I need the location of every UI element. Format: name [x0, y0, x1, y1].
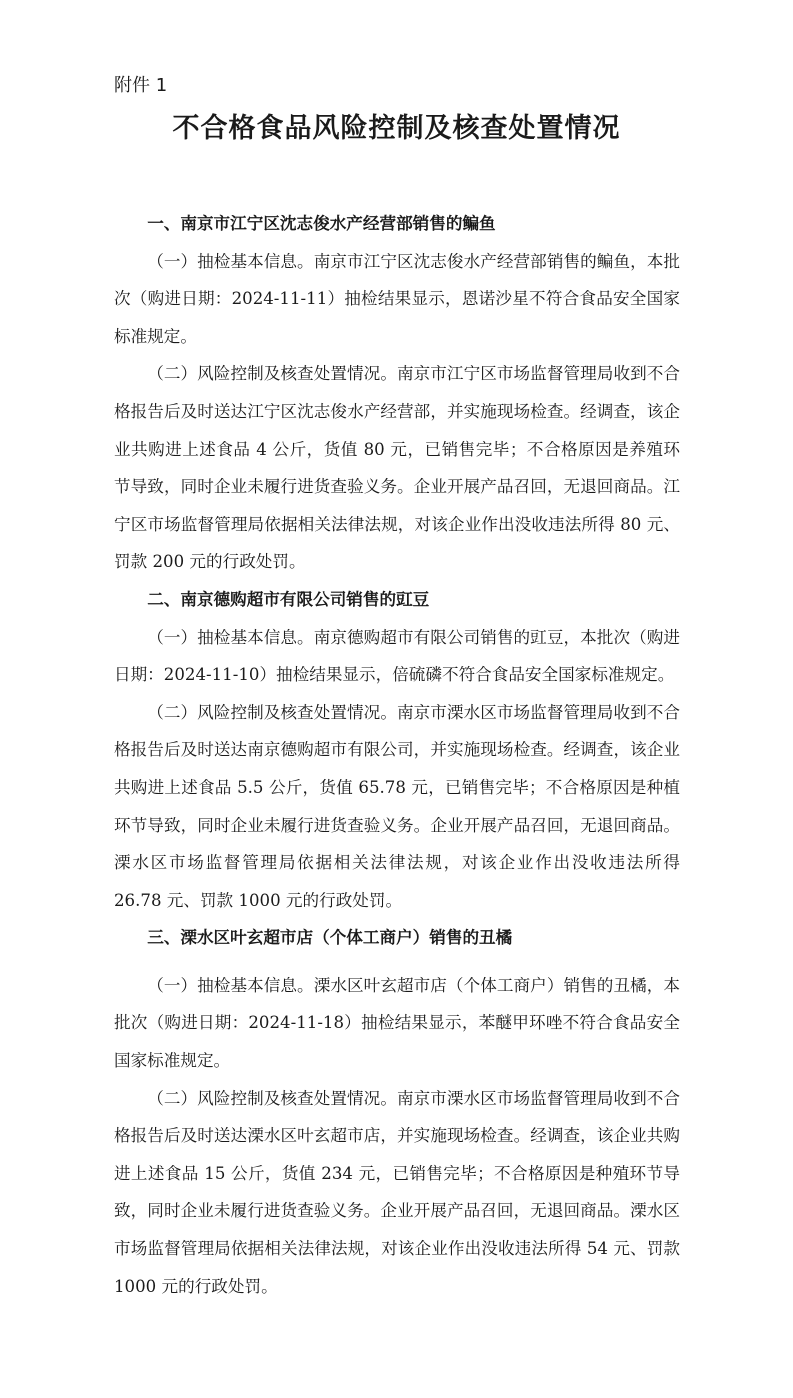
disposal-paragraph: （二）风险控制及核查处置情况。南京市溧水区市场监督管理局收到不合格报告后及时送达溧水区叶玄超市店，并实施现场检查。经调查，该企业共购进上述食品 15 公斤，货值 234 元，已销售完毕；不合格原因是种殖环节导致，同时企业未履行进货查验义务。企业开展产品召回，无退回商品。溧水区市场监督管理局依据相关法律法规，对该企业作出没收违法所得 54 元、罚款 1000 元的行政处罚。	[114, 1088, 680, 1296]
section-2	[114, 581, 680, 919]
section-heading: 二、南京德购超市有限公司销售的豇豆	[147, 589, 430, 609]
basic-info-paragraph: （一）抽检基本信息。南京市江宁区沈志俊水产经营部销售的鳊鱼，本批次（购进日期：2024-11-11）抽检结果显示，恩诺沙星不符合食品安全国家标准规定。	[114, 251, 680, 346]
section-3	[114, 919, 680, 1305]
basic-info-paragraph: （一）抽检基本信息。溧水区叶玄超市店（个体工商户）销售的丑橘，本批次（购进日期：2024-11-18）抽检结果显示，苯醚甲环唑不符合食品安全国家标准规定。	[114, 975, 680, 1071]
section-1	[114, 205, 680, 581]
basic-info-paragraph: （一）抽检基本信息。南京德购超市有限公司销售的豇豆，本批次（购进日期：2024-11-10）抽检结果显示，倍硫磷不符合食品安全国家标准规定。	[114, 627, 680, 685]
disposal-paragraph: （二）风险控制及核查处置情况。南京市江宁区市场监督管理局收到不合格报告后及时送达江宁区沈志俊水产经营部，并实施现场检查。经调查，该企业共购进上述食品 4 公斤，货值 80 元，已销售完毕；不合格原因是养殖环节导致，同时企业未履行进货查验义务。企业开展产品召回，无退回商品。江宁区市场监督管理局依据相关法律法规，对该企业作出没收违法所得 80 元、罚款 200 元的行政处罚。	[114, 364, 680, 572]
section-heading: 三、溧水区叶玄超市店（个体工商户）销售的丑橘	[147, 928, 513, 948]
disposal-paragraph: （二）风险控制及核查处置情况。南京市溧水区市场监督管理局收到不合格报告后及时送达南京德购超市有限公司，并实施现场检查。经调查，该企业共购进上述食品 5.5 公斤，货值 65.78 元，已销售完毕；不合格原因是种植环节导致，同时企业未履行进货查验义务。企业开展产品召回，无退回商品。溧水区市场监督管理局依据相关法律法规，对该企业作出没收违法所得 26.78 元、罚款 1000 元的行政处罚。	[114, 702, 680, 910]
section-heading: 一、南京市江宁区沈志俊水产经营部销售的鳊鱼	[147, 214, 496, 233]
document-body	[114, 205, 680, 1305]
attachment-label: 附件 1	[114, 75, 168, 96]
document-title: 不合格食品风险控制及核查处置情况	[172, 113, 621, 144]
